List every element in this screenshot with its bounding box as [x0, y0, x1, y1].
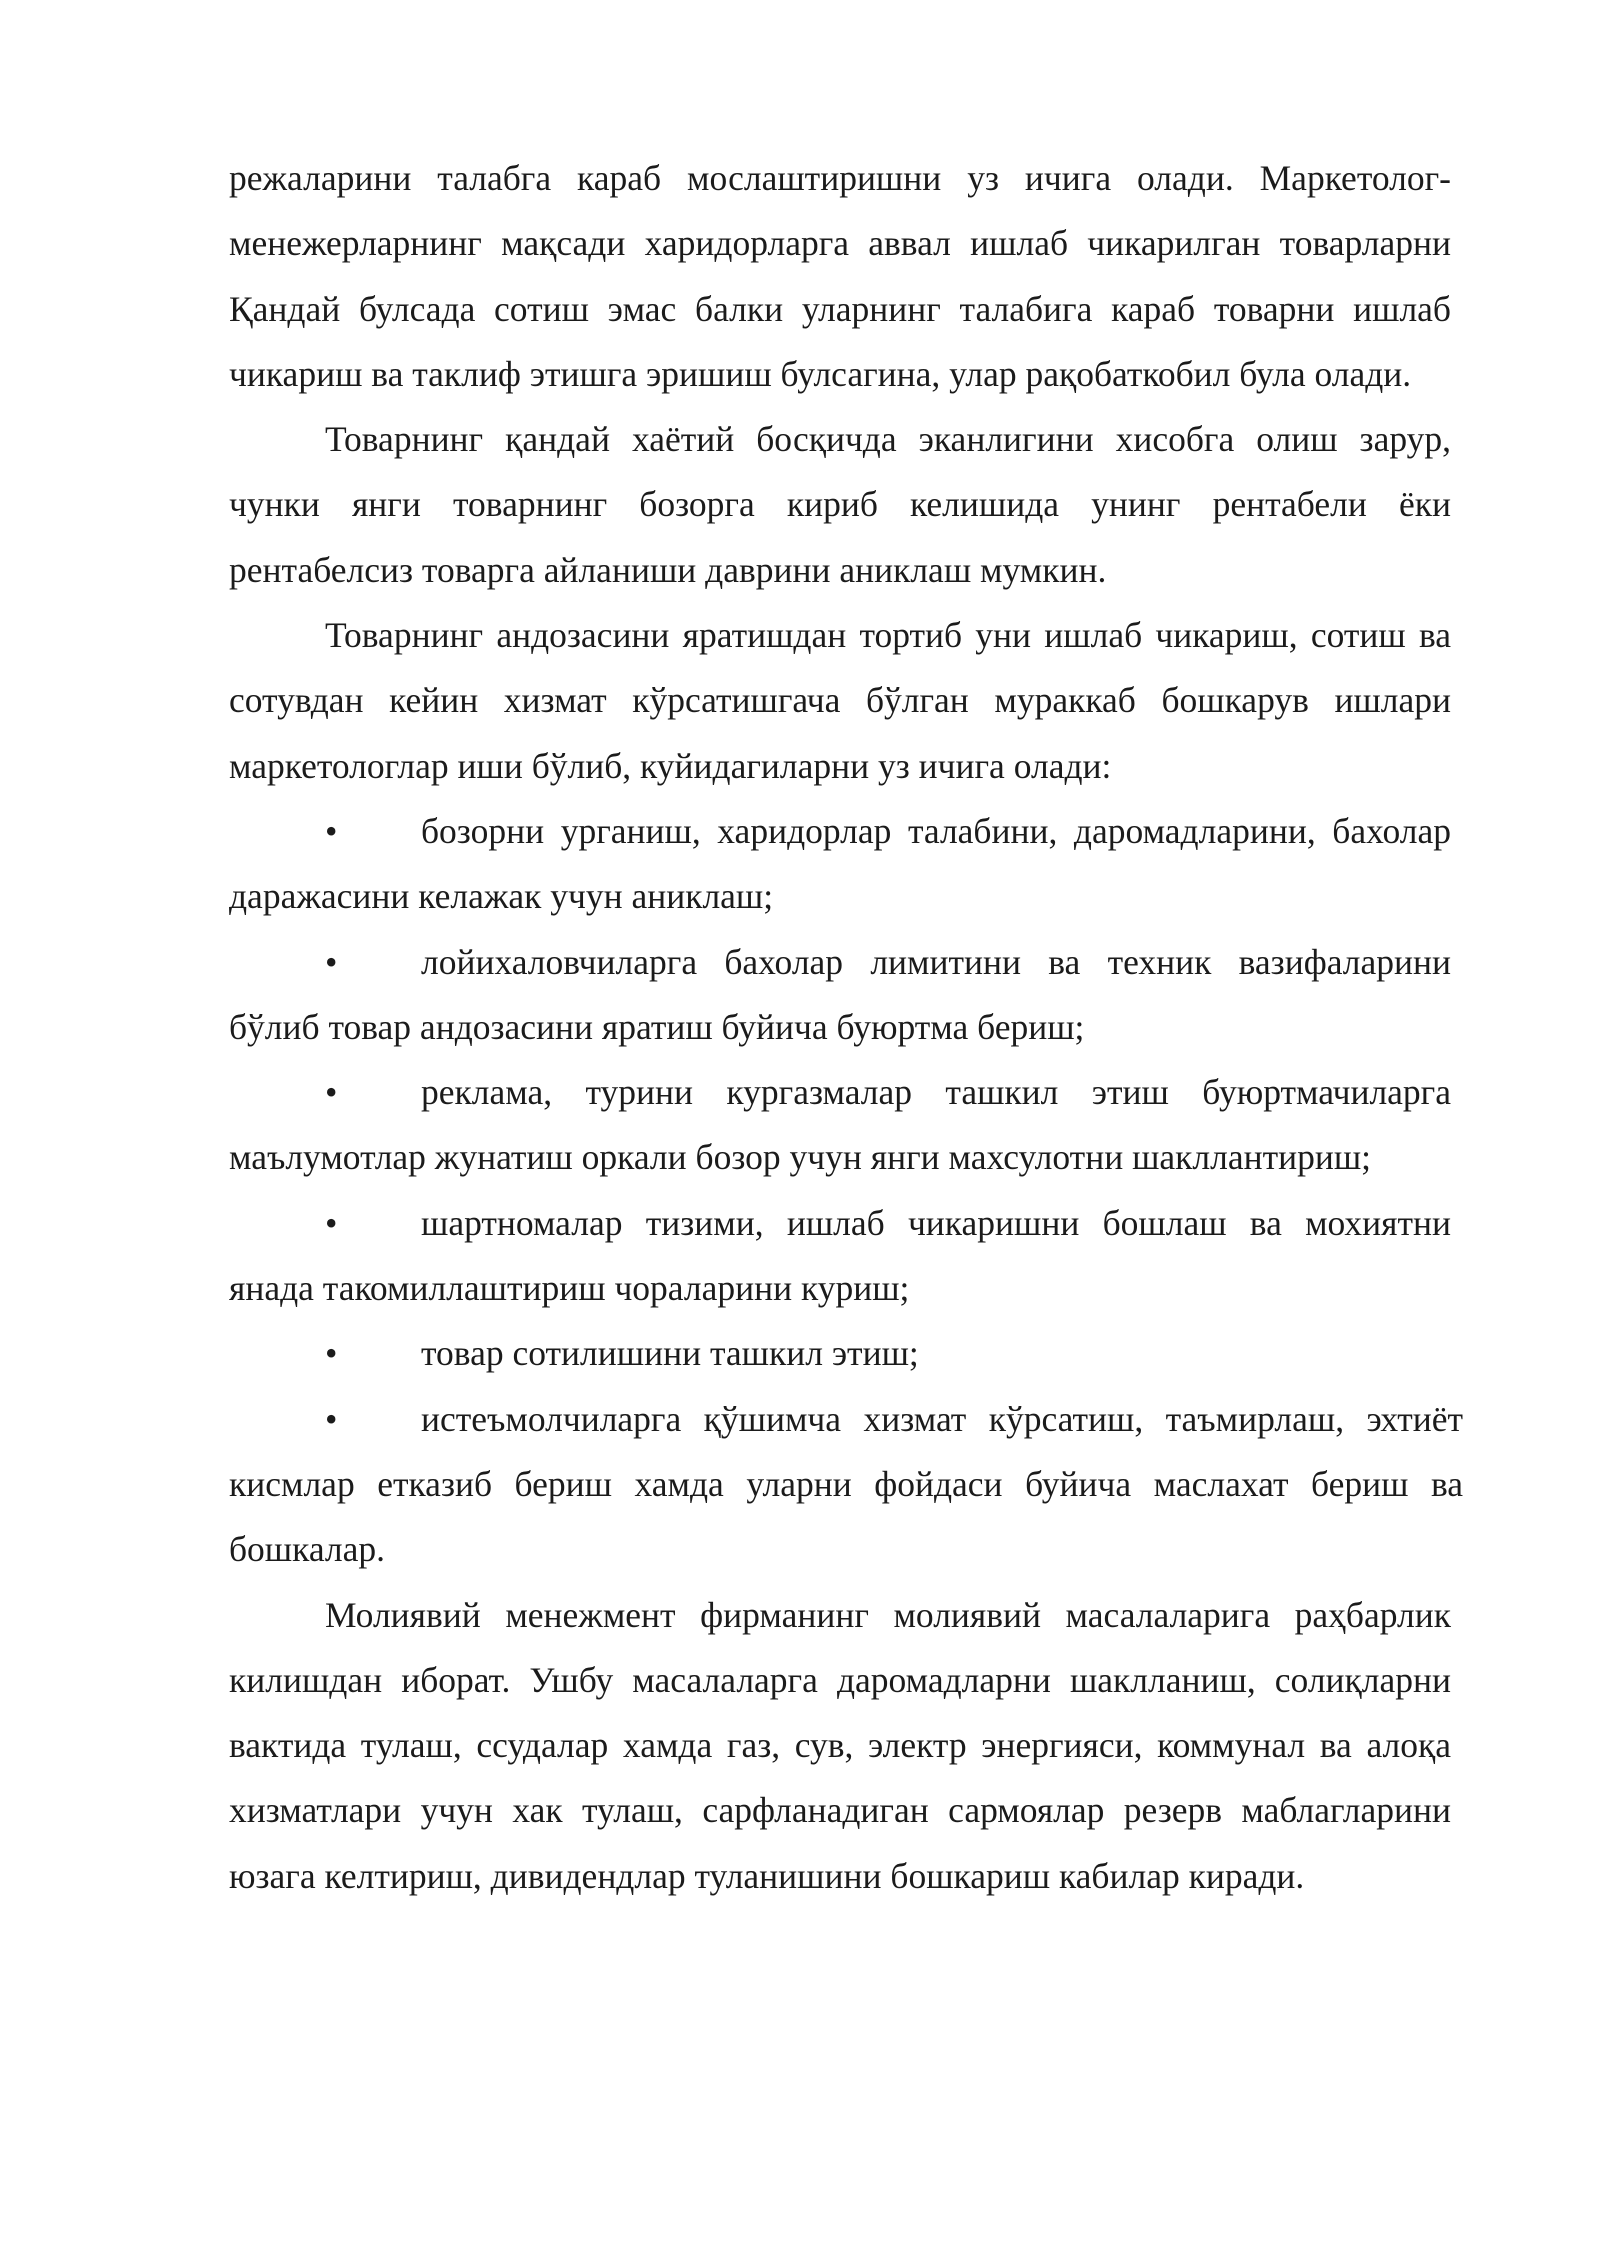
paragraph-management-tasks: Товарнинг андозасини яратишдан тортиб уни ишлаб чикариш, сотиш ва сотувдан кейин хизмат кўрсатишгача бўлган мураккаб бошкарув ишлари маркетологлар иши бўлиб, куйидагиларни уз ичига олади:	[229, 615, 1451, 786]
bullet-icon: •	[325, 941, 338, 982]
bullet-item	[229, 1060, 1451, 1191]
bullet-text: реклама, турини кургазмалар ташкил этиш буюртмачиларга маълумотлар жунатиш оркали бозор учун янги махсулотни шакллантириш;	[229, 1072, 1451, 1178]
document-body	[229, 146, 1463, 1909]
bullet-text: лойихаловчиларга бахолар лимитини ва техник вазифаларини бўлиб товар андозасини яратиш буйича буюртма бериш;	[229, 941, 1451, 1047]
paragraph-product-lifecycle: Товарнинг қандай хаётий босқичда эканлигини хисобга олиш зарур, чунки янги товарнинг бозорга кириб келишида унинг рентабели ёки рентабелсиз товарга айланиши даврини аниклаш мумкин.	[229, 419, 1451, 590]
bullet-text: товар сотилишини ташкил этиш;	[421, 1333, 919, 1374]
bullet-item	[229, 1191, 1451, 1322]
bullet-text: истеъмолчиларга қўшимча хизмат кўрсатиш, таъмирлаш, эхтиёт кисмлар етказиб бериш хамда уларни фойдаси буйича маслахат бериш ва бошкалар.	[229, 1398, 1463, 1570]
bullet-text: шартномалар тизими, ишлаб чикаришни бошлаш ва мохиятни янада такомиллаштириш чораларини куриш;	[229, 1202, 1451, 1309]
bullet-icon: •	[325, 1398, 338, 1439]
bullet-text: бозорни урганиш, харидорлар талабини, даромадларини, бахолар даражасини келажак учун аниклаш;	[229, 810, 1451, 917]
bullet-icon: •	[325, 810, 338, 851]
bullet-item	[229, 1387, 1463, 1583]
paragraph-marketing-goal: режаларини талабга караб мослаштиришни уз ичига олади. Маркетолог-менежерларнинг мақсади харидорларга аввал ишлаб чикарилган товарларни Қандай булсада сотиш эмас балки уларнинг талабига караб товарни ишлаб чикариш ва таклиф этишга эришиш булсагина, улар рақобаткобил була олади.	[229, 158, 1451, 394]
bullet-icon: •	[325, 1333, 338, 1374]
bullet-item	[229, 1321, 1451, 1386]
bullet-icon: •	[325, 1202, 338, 1243]
bullet-item	[229, 799, 1451, 930]
bullet-item	[229, 930, 1451, 1061]
paragraph-financial-management: Молиявий менежмент фирманинг молиявий масалаларига раҳбарлик килишдан иборат. Ушбу масалаларга даромадларни шаклланиш, солиқларни вактида тулаш, ссудалар хамда газ, сув, электр энергияси, коммунал ва алоқа хизматлари учун хак тулаш, сарфланадиган сармоялар резерв маблагларини юзага келтириш, дивидендлар туланишини бошкариш кабилар киради.	[229, 1594, 1451, 1896]
bullet-icon: •	[325, 1072, 338, 1113]
